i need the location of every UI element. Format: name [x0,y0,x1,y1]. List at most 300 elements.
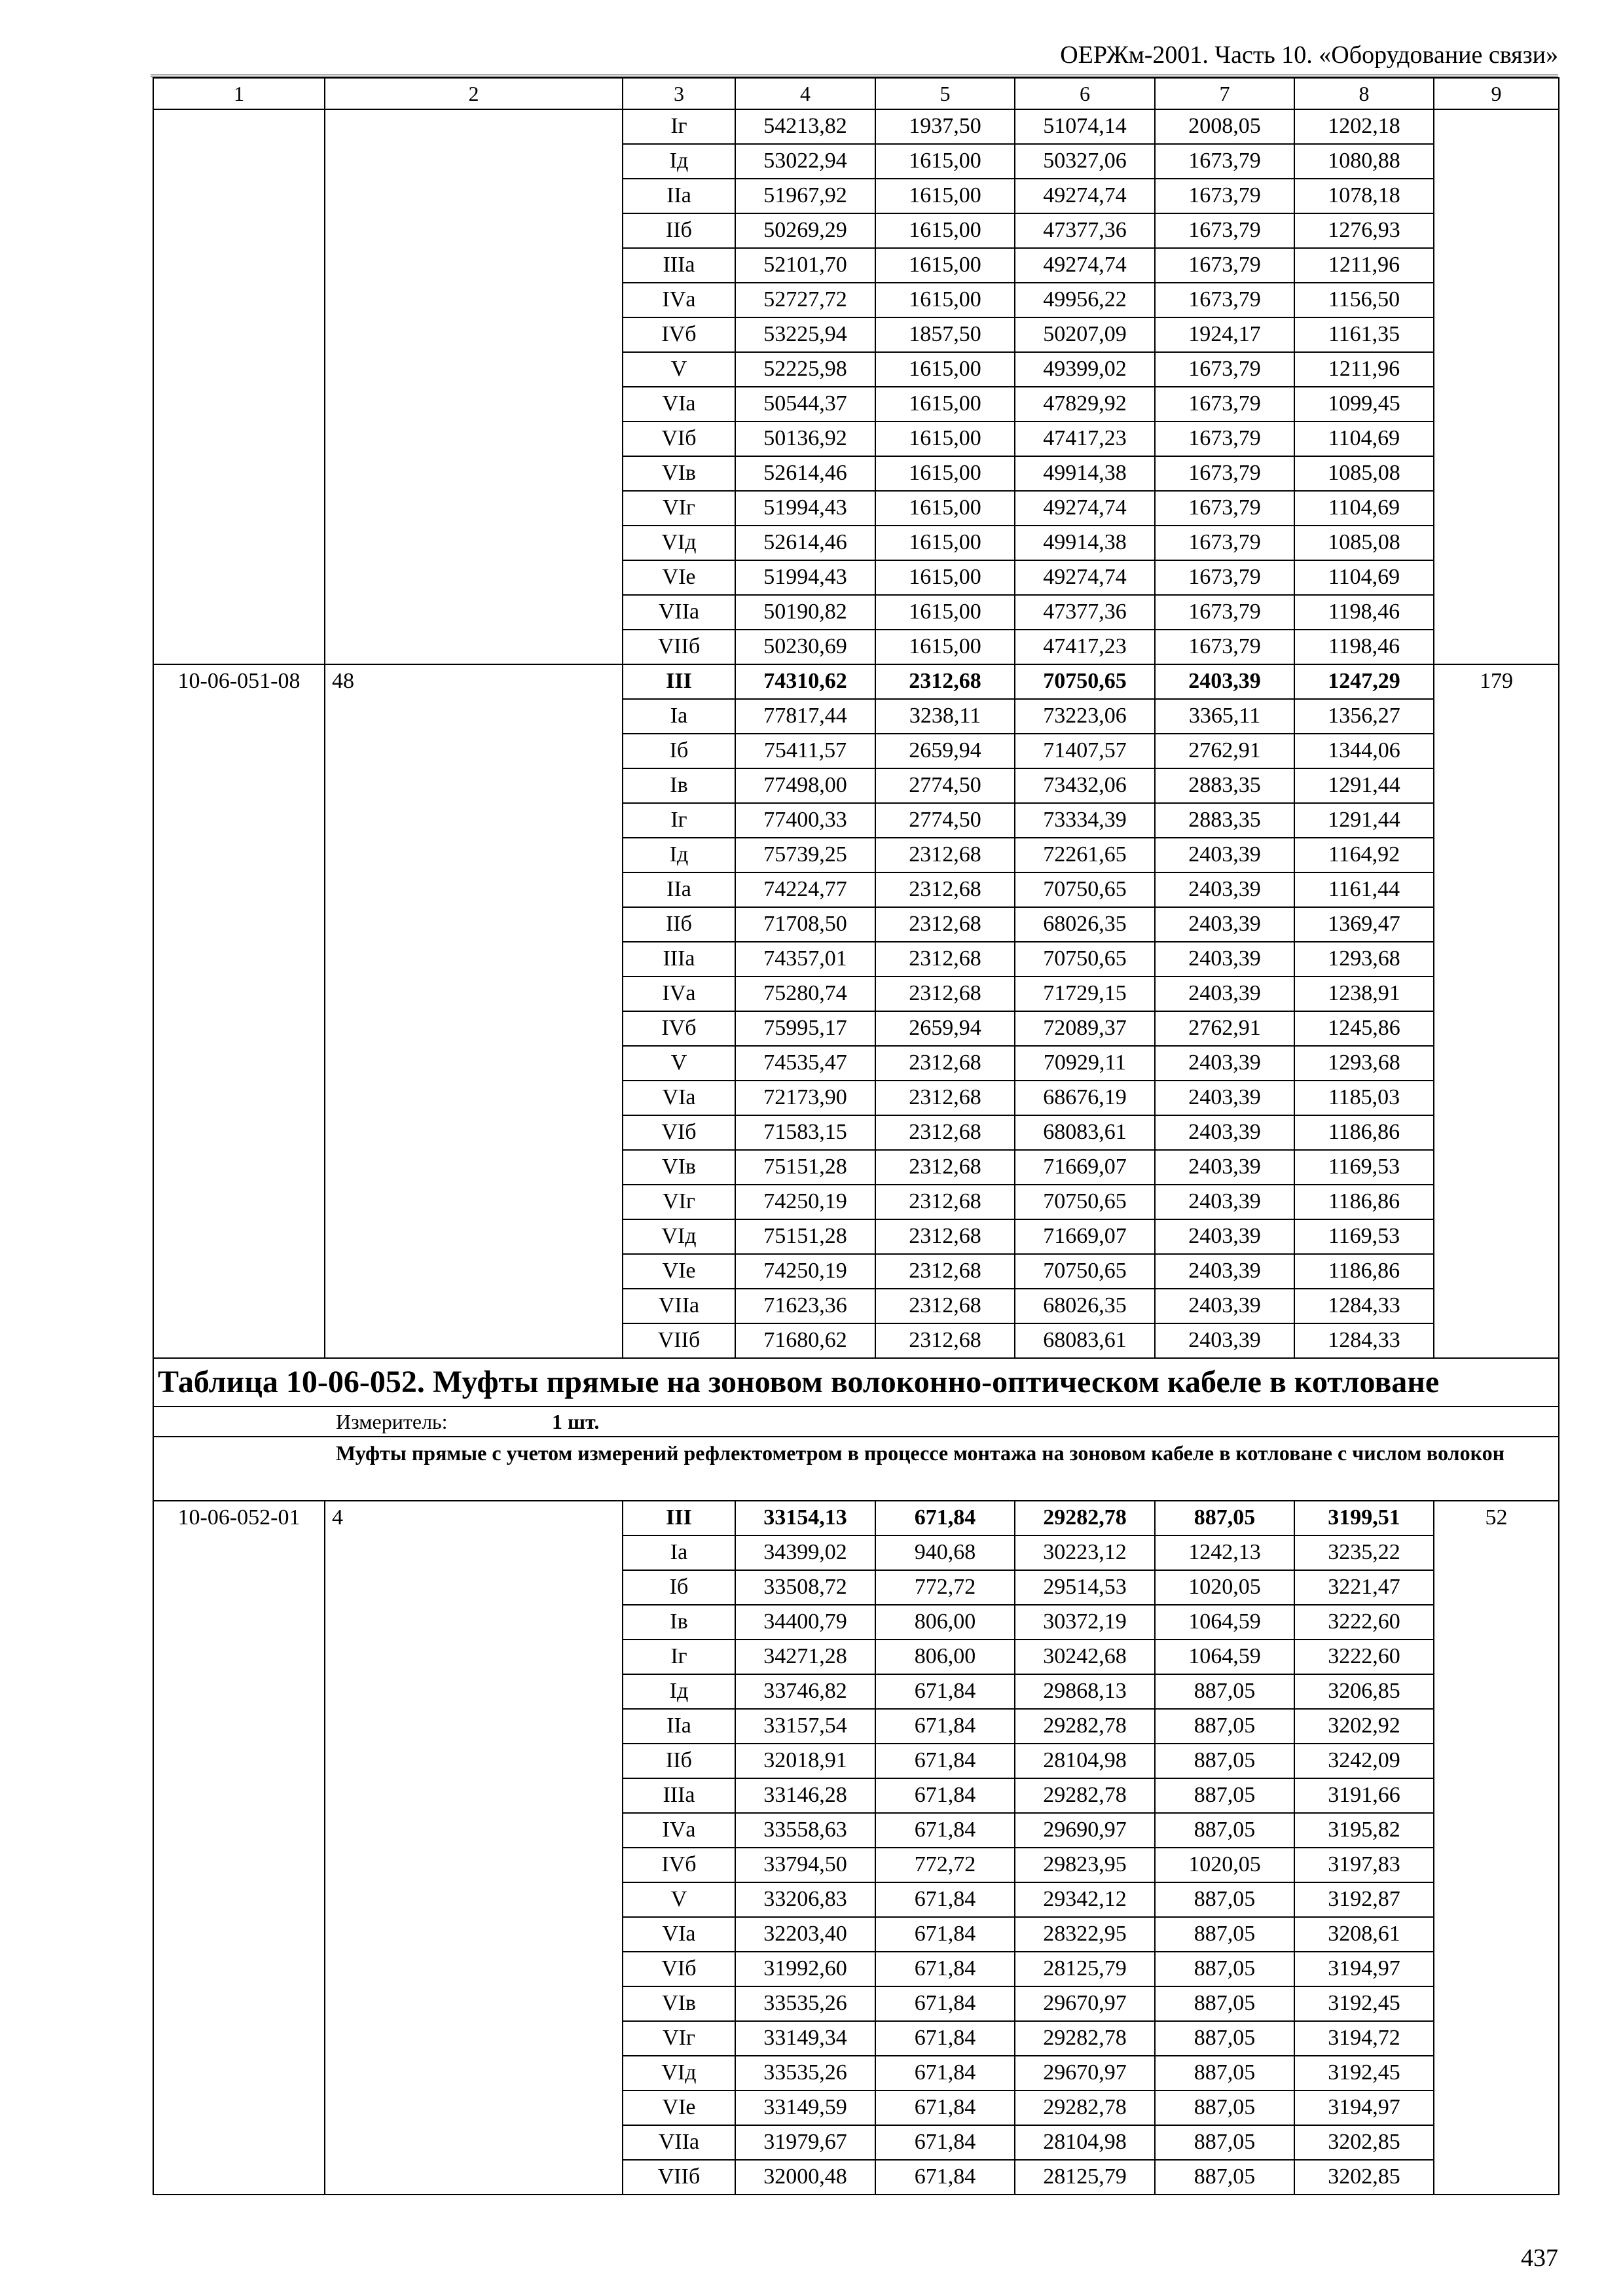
price-value: 70750,65 [1015,872,1155,907]
price-value: 1615,00 [875,491,1015,526]
price-value: 3202,92 [1294,1709,1434,1744]
price-value: 71669,07 [1015,1219,1155,1254]
rate-code [153,1011,325,1046]
price-value: 1080,88 [1294,144,1434,179]
rate-code [153,213,325,248]
table-row [153,699,1559,734]
price-value: 1615,00 [875,595,1015,630]
zone-code: V [623,1046,735,1081]
price-value: 887,05 [1155,1709,1294,1744]
price-value: 2008,05 [1155,109,1294,144]
total-value [1434,630,1559,664]
price-value: 32000,48 [735,2160,875,2195]
price-value: 1615,00 [875,283,1015,317]
fiber-count [325,248,623,283]
zone-code: VIв [623,1986,735,2021]
fiber-count [325,1570,623,1605]
zone-code: IIIа [623,1778,735,1813]
price-value: 1202,18 [1294,109,1434,144]
total-value [1434,1570,1559,1605]
total-value [1434,213,1559,248]
price-value: 28104,98 [1015,1744,1155,1778]
zone-code: IIб [623,213,735,248]
description-cell [153,1437,1559,1501]
fiber-count [325,942,623,977]
price-value: 2403,39 [1155,942,1294,977]
price-value: 29282,78 [1015,1709,1155,1744]
price-value: 74250,19 [735,1185,875,1219]
total-value [1434,1986,1559,2021]
column-number: 3 [623,78,735,109]
price-value: 33746,82 [735,1674,875,1709]
table-title-row [153,1358,1559,1407]
price-value: 28104,98 [1015,2125,1155,2160]
price-value: 2403,39 [1155,1323,1294,1358]
price-value: 1284,33 [1294,1289,1434,1323]
table-row [153,1570,1559,1605]
price-value: 73432,06 [1015,768,1155,803]
zone-code: IIб [623,907,735,942]
fiber-count [325,526,623,560]
price-value: 1198,46 [1294,630,1434,664]
price-value: 29282,78 [1015,1501,1155,1535]
fiber-count: 4 [325,1501,623,1535]
total-value [1434,1185,1559,1219]
table-row [153,1709,1559,1744]
price-value: 3202,85 [1294,2160,1434,2195]
price-value: 1099,45 [1294,387,1434,422]
price-value: 47417,23 [1015,630,1155,664]
zone-code: III [623,664,735,699]
zone-code: VIIа [623,595,735,630]
price-value: 1937,50 [875,109,1015,144]
rate-code [153,2160,325,2195]
price-value: 1615,00 [875,352,1015,387]
price-value: 73334,39 [1015,803,1155,838]
zone-code: VIд [623,2056,735,2090]
price-value: 2403,39 [1155,1046,1294,1081]
fiber-count [325,1535,623,1570]
price-value: 1673,79 [1155,352,1294,387]
fiber-count [325,1605,623,1640]
price-value: 887,05 [1155,1813,1294,1848]
price-value: 70750,65 [1015,1185,1155,1219]
price-value: 2403,39 [1155,1115,1294,1150]
price-value: 772,72 [875,1848,1015,1882]
table-row [153,1535,1559,1570]
price-value: 2403,39 [1155,1185,1294,1219]
rate-code [153,872,325,907]
zone-code: Iд [623,144,735,179]
price-value: 28322,95 [1015,1917,1155,1952]
price-value: 51994,43 [735,560,875,595]
fiber-count [325,422,623,456]
price-value: 32018,91 [735,1744,875,1778]
price-value: 77498,00 [735,768,875,803]
fiber-count [325,872,623,907]
price-value: 2312,68 [875,664,1015,699]
price-value: 887,05 [1155,1882,1294,1917]
price-value: 2312,68 [875,942,1015,977]
zone-code: VIб [623,1952,735,1986]
table-row [153,1778,1559,1813]
fiber-count [325,456,623,491]
total-value [1434,352,1559,387]
total-value [1434,699,1559,734]
price-value: 53022,94 [735,144,875,179]
price-value: 50230,69 [735,630,875,664]
price-value: 1164,92 [1294,838,1434,872]
price-value: 3222,60 [1294,1605,1434,1640]
price-value: 1857,50 [875,317,1015,352]
price-value: 3194,72 [1294,2021,1434,2056]
price-value: 32203,40 [735,1917,875,1952]
price-value: 71708,50 [735,907,875,942]
price-value: 70750,65 [1015,942,1155,977]
rate-code [153,352,325,387]
table-row [153,768,1559,803]
price-value: 806,00 [875,1640,1015,1674]
fiber-count [325,213,623,248]
zone-code: VIв [623,456,735,491]
fiber-count [325,1986,623,2021]
zone-code: Iв [623,1605,735,1640]
zone-code: VIа [623,1917,735,1952]
price-value: 2312,68 [875,1323,1015,1358]
price-value: 2312,68 [875,1046,1015,1081]
price-value: 28125,79 [1015,1952,1155,1986]
column-number: 4 [735,78,875,109]
price-value: 49399,02 [1015,352,1155,387]
price-value: 75411,57 [735,734,875,768]
fiber-count [325,283,623,317]
fiber-count [325,1813,623,1848]
total-value [1434,1115,1559,1150]
price-value: 671,84 [875,2021,1015,2056]
price-value: 671,84 [875,2090,1015,2125]
price-value: 671,84 [875,1674,1015,1709]
price-value: 53225,94 [735,317,875,352]
total-value [1434,1709,1559,1744]
price-value: 74250,19 [735,1254,875,1289]
price-value: 1211,96 [1294,248,1434,283]
rate-code [153,526,325,560]
price-value: 2403,39 [1155,1254,1294,1289]
fiber-count [325,560,623,595]
price-value: 2312,68 [875,907,1015,942]
rate-code [153,734,325,768]
price-value: 34399,02 [735,1535,875,1570]
rate-code [153,1046,325,1081]
fiber-count [325,838,623,872]
table-row [153,977,1559,1011]
zone-code: V [623,352,735,387]
table-row [153,2160,1559,2195]
zone-code: Iб [623,734,735,768]
price-value: 1369,47 [1294,907,1434,942]
rate-code [153,1778,325,1813]
rate-code [153,1081,325,1115]
rate-code [153,2090,325,2125]
price-value: 54213,82 [735,109,875,144]
price-value: 3202,85 [1294,2125,1434,2160]
table-row [153,1640,1559,1674]
price-value: 1673,79 [1155,456,1294,491]
price-value: 49274,74 [1015,248,1155,283]
price-value: 1185,03 [1294,1081,1434,1115]
total-value [1434,907,1559,942]
zone-code: Iд [623,838,735,872]
zone-code: VIд [623,526,735,560]
rate-code [153,768,325,803]
price-value: 71680,62 [735,1323,875,1358]
table-row [153,1917,1559,1952]
price-value: 1356,27 [1294,699,1434,734]
price-value: 72173,90 [735,1081,875,1115]
zone-code: Iд [623,1674,735,1709]
price-value: 77817,44 [735,699,875,734]
zone-code: VIб [623,422,735,456]
fiber-count [325,109,623,144]
table-row [153,1150,1559,1185]
rate-code [153,803,325,838]
price-value: 1615,00 [875,422,1015,456]
price-value: 1924,17 [1155,317,1294,352]
price-value: 887,05 [1155,2125,1294,2160]
total-value [1434,2125,1559,2160]
price-value: 1673,79 [1155,422,1294,456]
price-value: 52225,98 [735,352,875,387]
price-value: 2312,68 [875,872,1015,907]
price-value: 1156,50 [1294,283,1434,317]
fiber-count [325,1848,623,1882]
price-value: 49914,38 [1015,456,1155,491]
zone-code: VIа [623,387,735,422]
price-value: 1673,79 [1155,595,1294,630]
description-text: Муфты прямые с учетом измерений рефлектометром в процессе монтажа на зоновом кабеле в котловане с числом волокон [336,1441,1505,1465]
price-value: 1169,53 [1294,1219,1434,1254]
price-value: 1673,79 [1155,630,1294,664]
total-value [1434,387,1559,422]
price-value: 47417,23 [1015,422,1155,456]
price-value: 33157,54 [735,1709,875,1744]
zone-code: VIIб [623,630,735,664]
table-row [153,213,1559,248]
zone-code: IIа [623,179,735,213]
table-row [153,1289,1559,1323]
rate-code [153,942,325,977]
total-value [1434,1535,1559,1570]
table-row [153,1081,1559,1115]
price-value: 51074,14 [1015,109,1155,144]
table-row [153,1952,1559,1986]
fiber-count [325,2021,623,2056]
price-value: 1615,00 [875,144,1015,179]
table-row [153,1848,1559,1882]
table-row [153,1813,1559,1848]
rate-code [153,2125,325,2160]
table-row [153,526,1559,560]
price-value: 1291,44 [1294,768,1434,803]
total-value: 179 [1434,664,1559,699]
total-value [1434,248,1559,283]
price-value: 3199,51 [1294,1501,1434,1535]
total-value [1434,1605,1559,1640]
price-value: 29670,97 [1015,2056,1155,2090]
price-value: 33206,83 [735,1882,875,1917]
zone-code: IVа [623,1813,735,1848]
price-value: 3192,87 [1294,1882,1434,1917]
zone-code: VIе [623,2090,735,2125]
price-value: 887,05 [1155,2021,1294,2056]
column-number: 6 [1015,78,1155,109]
price-value: 1293,68 [1294,1046,1434,1081]
price-value: 2774,50 [875,803,1015,838]
table-row [153,422,1559,456]
price-value: 29282,78 [1015,2021,1155,2056]
price-value: 33154,13 [735,1501,875,1535]
zone-code: Iа [623,699,735,734]
price-value: 29690,97 [1015,1813,1155,1848]
price-value: 33149,34 [735,2021,875,2056]
price-value: 50544,37 [735,387,875,422]
fiber-count [325,1185,623,1219]
rate-code [153,1570,325,1605]
total-value [1434,1813,1559,1848]
total-value [1434,1640,1559,1674]
total-value [1434,977,1559,1011]
total-value [1434,1674,1559,1709]
total-value [1434,2056,1559,2090]
zone-code: VIIа [623,2125,735,2160]
price-value: 887,05 [1155,1986,1294,2021]
price-value: 2883,35 [1155,768,1294,803]
price-value: 33558,63 [735,1813,875,1848]
price-value: 671,84 [875,1952,1015,1986]
fiber-count [325,1323,623,1358]
price-value: 2403,39 [1155,664,1294,699]
price-value: 1064,59 [1155,1605,1294,1640]
price-value: 47377,36 [1015,595,1155,630]
price-value: 71729,15 [1015,977,1155,1011]
price-value: 75151,28 [735,1150,875,1185]
rate-code [153,1605,325,1640]
price-value: 1161,44 [1294,872,1434,907]
price-value: 1186,86 [1294,1185,1434,1219]
total-value [1434,1323,1559,1358]
price-value: 1078,18 [1294,179,1434,213]
price-value: 887,05 [1155,2160,1294,2195]
table-row [153,1323,1559,1358]
price-value: 51994,43 [735,491,875,526]
rate-code [153,1709,325,1744]
table-row [153,456,1559,491]
zone-code: VIе [623,1254,735,1289]
rate-code [153,1640,325,1674]
price-value: 671,84 [875,1986,1015,2021]
rate-code [153,2021,325,2056]
table-row [153,1219,1559,1254]
table-row [153,491,1559,526]
price-value: 49274,74 [1015,491,1155,526]
rate-code [153,1674,325,1709]
price-value: 47829,92 [1015,387,1155,422]
column-number-row [153,78,1559,109]
price-value: 29670,97 [1015,1986,1155,2021]
total-value [1434,595,1559,630]
price-value: 47377,36 [1015,213,1155,248]
rate-code [153,1813,325,1848]
fiber-count [325,768,623,803]
price-value: 3195,82 [1294,1813,1434,1848]
total-value [1434,1219,1559,1254]
price-value: 70750,65 [1015,664,1155,699]
total-value [1434,1848,1559,1882]
price-value: 1673,79 [1155,248,1294,283]
fiber-count [325,352,623,387]
fiber-count [325,1882,623,1917]
price-value: 50136,92 [735,422,875,456]
rate-code [153,1289,325,1323]
fiber-count [325,491,623,526]
total-value [1434,1289,1559,1323]
price-value: 29823,95 [1015,1848,1155,1882]
rates-table-body [153,78,1559,2195]
rate-code [153,283,325,317]
price-value: 77400,33 [735,803,875,838]
price-value: 1673,79 [1155,560,1294,595]
price-value: 3242,09 [1294,1744,1434,1778]
zone-code: VIа [623,1081,735,1115]
table-row [153,1986,1559,2021]
price-value: 30223,12 [1015,1535,1155,1570]
price-value: 3194,97 [1294,2090,1434,2125]
rate-code [153,1115,325,1150]
price-value: 29282,78 [1015,2090,1155,2125]
price-value: 671,84 [875,2160,1015,2195]
zone-code: III [623,1501,735,1535]
price-value: 52614,46 [735,526,875,560]
price-value: 52101,70 [735,248,875,283]
price-value: 29514,53 [1015,1570,1155,1605]
zone-code: Iв [623,768,735,803]
price-value: 2403,39 [1155,1081,1294,1115]
measurer-cell [153,1407,1559,1437]
zone-code: Iг [623,803,735,838]
price-value: 34400,79 [735,1605,875,1640]
price-value: 2762,91 [1155,734,1294,768]
total-value [1434,1011,1559,1046]
rate-code [153,1150,325,1185]
rate-code: 10-06-051-08 [153,664,325,699]
price-value: 73223,06 [1015,699,1155,734]
price-value: 2403,39 [1155,907,1294,942]
price-value: 33535,26 [735,2056,875,2090]
rate-code [153,422,325,456]
price-value: 887,05 [1155,1501,1294,1535]
fiber-count [325,387,623,422]
price-value: 3206,85 [1294,1674,1434,1709]
price-value: 2883,35 [1155,803,1294,838]
zone-code: VIв [623,1150,735,1185]
fiber-count [325,977,623,1011]
total-value [1434,1254,1559,1289]
price-value: 1673,79 [1155,491,1294,526]
price-value: 3221,47 [1294,1570,1434,1605]
total-value [1434,1081,1559,1115]
table-row [153,1011,1559,1046]
price-value: 71407,57 [1015,734,1155,768]
